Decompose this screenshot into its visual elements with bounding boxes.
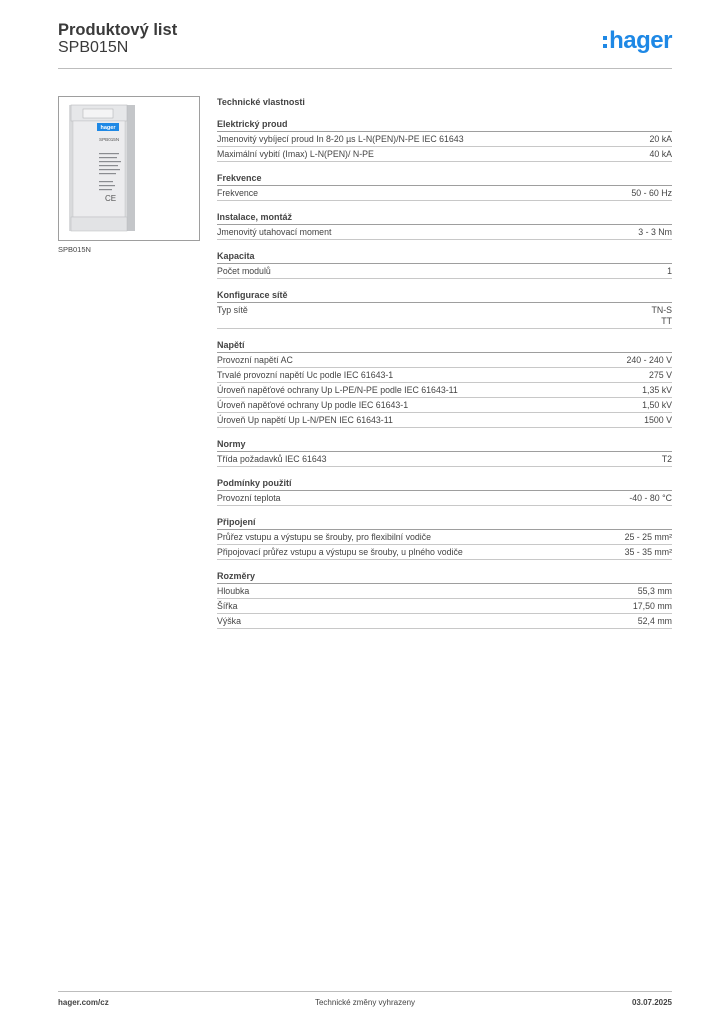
spec-value bbox=[651, 305, 672, 327]
spec-row bbox=[217, 264, 672, 279]
spec-section bbox=[217, 172, 672, 201]
spec-value-line: TN-S bbox=[651, 305, 672, 315]
spec-value bbox=[650, 149, 673, 160]
spec-row bbox=[217, 530, 672, 545]
spec-label: Připojovací průřez vstupu a výstupu se šrouby, u plného vodiče bbox=[217, 547, 463, 557]
spec-row bbox=[217, 545, 672, 560]
spec-value bbox=[644, 415, 672, 426]
spec-value-line: 52,4 mm bbox=[637, 616, 672, 626]
device-brand-text: hager bbox=[100, 125, 116, 131]
section-heading: Rozměry bbox=[217, 570, 672, 584]
spec-label: Třída požadavků IEC 61643 bbox=[217, 454, 327, 464]
spec-value bbox=[633, 601, 672, 612]
section-heading: Podmínky použití bbox=[217, 477, 672, 491]
spec-value-line: 3 - 3 Nm bbox=[638, 227, 672, 237]
spec-value-line: 35 - 35 mm² bbox=[624, 547, 672, 557]
spec-section bbox=[217, 118, 672, 162]
page-footer bbox=[58, 998, 672, 1010]
spec-row bbox=[217, 398, 672, 413]
ce-mark: CE bbox=[105, 194, 117, 203]
spec-row bbox=[217, 353, 672, 368]
spec-section bbox=[217, 570, 672, 629]
spec-label: Průřez vstupu a výstupu se šrouby, pro flexibilní vodiče bbox=[217, 532, 431, 542]
logo-dots-icon bbox=[603, 36, 607, 48]
spec-row bbox=[217, 383, 672, 398]
spec-value bbox=[638, 616, 672, 627]
hager-logo bbox=[603, 25, 672, 57]
spec-label: Úroveň Up napětí Up L-N/PEN IEC 61643-11 bbox=[217, 415, 393, 425]
spec-value-line: 275 V bbox=[649, 370, 672, 380]
spec-row bbox=[217, 413, 672, 428]
spec-value-line: 25 - 25 mm² bbox=[624, 532, 672, 542]
spec-value-line: 17,50 mm bbox=[632, 601, 672, 611]
spec-row bbox=[217, 452, 672, 467]
spec-row bbox=[217, 132, 672, 147]
spec-row bbox=[217, 584, 672, 599]
technical-specs bbox=[217, 95, 672, 639]
spec-value bbox=[631, 188, 672, 199]
section-heading: Konfigurace sítě bbox=[217, 289, 672, 303]
section-heading: Napětí bbox=[217, 339, 672, 353]
spec-label: Počet modulů bbox=[217, 266, 271, 276]
spec-value-line: -40 - 80 °C bbox=[629, 493, 672, 503]
product-image bbox=[58, 96, 200, 241]
section-heading: Instalace, montáž bbox=[217, 211, 672, 225]
spec-value bbox=[627, 355, 672, 366]
spec-row bbox=[217, 614, 672, 629]
spec-label: Úroveň napěťové ochrany Up podle IEC 61643-1 bbox=[217, 400, 409, 410]
spec-value bbox=[642, 385, 672, 396]
spec-value-line: 50 - 60 Hz bbox=[631, 188, 672, 198]
spec-row bbox=[217, 303, 672, 329]
spec-section bbox=[217, 339, 672, 428]
spec-label: Trvalé provozní napětí Uc podle IEC 61643-1 bbox=[217, 370, 394, 380]
spec-row bbox=[217, 599, 672, 614]
spec-value-line: 55,3 mm bbox=[637, 586, 672, 596]
section-heading: Kapacita bbox=[217, 250, 672, 264]
footer-date: 03.07.2025 bbox=[631, 998, 672, 1007]
spec-value bbox=[649, 370, 672, 381]
header-divider bbox=[58, 68, 672, 69]
spec-value-line: 40 kA bbox=[649, 149, 672, 159]
spec-row bbox=[217, 186, 672, 201]
spec-label: Výška bbox=[217, 616, 241, 626]
spec-label: Jmenovitý vybíjecí proud In 8-20 µs L-N(PEN)/N-PE IEC 61643 bbox=[217, 134, 464, 144]
spec-row bbox=[217, 368, 672, 383]
spec-label: Typ sítě bbox=[217, 305, 248, 315]
section-heading: Frekvence bbox=[217, 172, 672, 186]
document-title: Produktový list bbox=[58, 21, 178, 39]
spec-value-line: 1500 V bbox=[644, 415, 672, 425]
spec-value bbox=[642, 400, 672, 411]
spec-label: Provozní teplota bbox=[217, 493, 281, 503]
spec-label: Jmenovitý utahovací moment bbox=[217, 227, 332, 237]
section-heading: Normy bbox=[217, 438, 672, 452]
spec-value bbox=[662, 454, 672, 465]
spec-value-line: TT bbox=[661, 316, 672, 326]
spec-label: Provozní napětí AC bbox=[217, 355, 293, 365]
spec-section bbox=[217, 250, 672, 279]
spec-value-line: 240 - 240 V bbox=[626, 355, 672, 365]
section-heading: Elektrický proud bbox=[217, 118, 672, 132]
spec-value-line: T2 bbox=[661, 454, 672, 464]
footer-website: hager.com/cz bbox=[58, 998, 109, 1007]
surge-protector-illustration bbox=[59, 97, 199, 240]
section-heading: Připojení bbox=[217, 516, 672, 530]
spec-value-line: 20 kA bbox=[649, 134, 672, 144]
spec-label: Šířka bbox=[217, 601, 238, 611]
product-code: SPB015N bbox=[58, 39, 129, 56]
spec-value-line: 1,50 kV bbox=[642, 400, 672, 410]
spec-value bbox=[667, 266, 672, 277]
spec-value bbox=[638, 227, 672, 238]
spec-title: Technické vlastnosti bbox=[217, 97, 305, 107]
spec-section bbox=[217, 477, 672, 506]
spec-value-line: 1,35 kV bbox=[642, 385, 672, 395]
footer-divider bbox=[58, 991, 672, 992]
spec-value bbox=[638, 586, 672, 597]
spec-value bbox=[625, 547, 672, 558]
spec-sections bbox=[217, 118, 672, 629]
spec-label: Úroveň napěťové ochrany Up L-PE/N-PE podle IEC 61643-11 bbox=[217, 385, 458, 395]
image-caption: SPB015N bbox=[58, 245, 91, 254]
spec-row bbox=[217, 147, 672, 162]
spec-value bbox=[650, 134, 673, 145]
spec-label: Frekvence bbox=[217, 188, 259, 198]
device-model-text: SPB015N bbox=[99, 137, 120, 142]
spec-value bbox=[629, 493, 672, 504]
spec-row bbox=[217, 225, 672, 240]
spec-label: Maximální vybití (Imax) L-N(PEN)/ N-PE bbox=[217, 149, 374, 159]
footer-disclaimer: Technické změny vyhrazeny bbox=[314, 998, 416, 1007]
logo-text: hager bbox=[609, 27, 672, 54]
spec-section bbox=[217, 438, 672, 467]
page-header bbox=[58, 20, 672, 68]
spec-label: Hloubka bbox=[217, 586, 250, 596]
spec-value bbox=[625, 532, 672, 543]
spec-section bbox=[217, 516, 672, 560]
spec-row bbox=[217, 491, 672, 506]
spec-section bbox=[217, 289, 672, 329]
spec-value-line: 1 bbox=[667, 266, 672, 276]
spec-section bbox=[217, 211, 672, 240]
